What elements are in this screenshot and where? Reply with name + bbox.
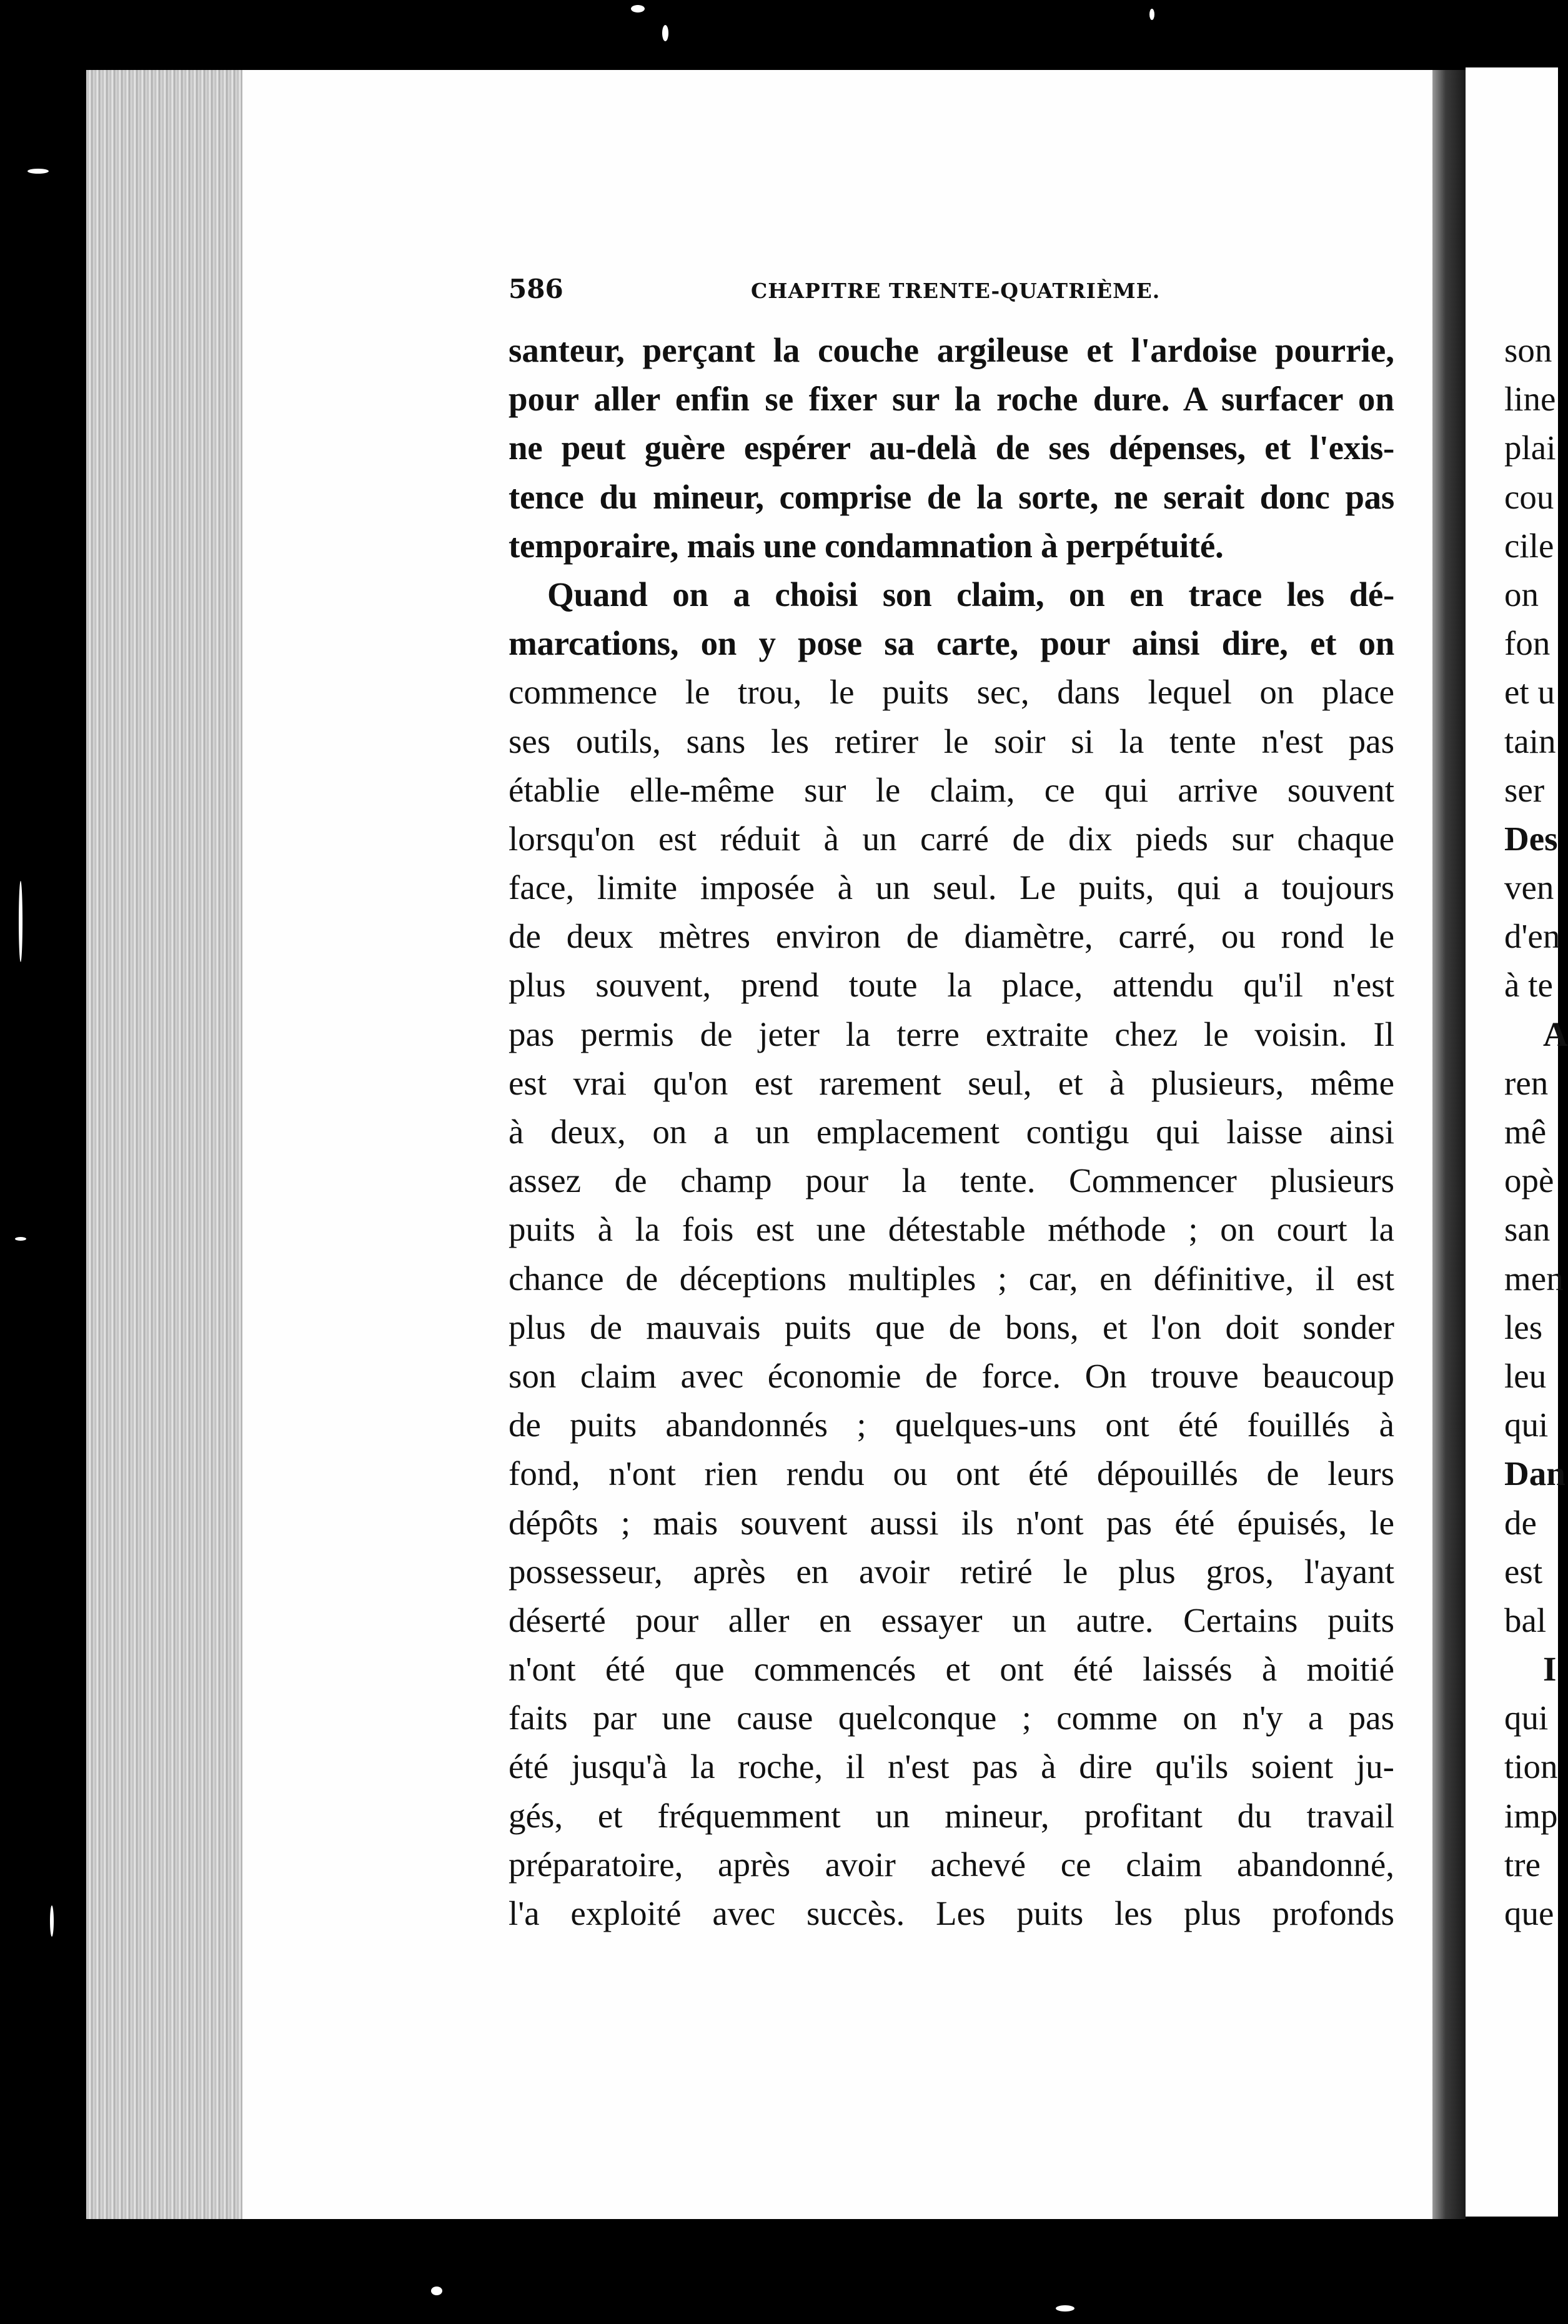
text-line: Quand on a choisi son claim, on en trace les dé- xyxy=(547,575,1394,613)
facing-fragment: ser xyxy=(1504,770,1545,809)
facing-fragment: est xyxy=(1504,1552,1543,1591)
text-line: de deux mètres environ de diamètre, carré, ou rond le xyxy=(509,917,1394,956)
scan-speck xyxy=(27,169,49,174)
text-line: déserté pour aller en essayer un autre. Certains puits xyxy=(509,1601,1394,1639)
text-line: préparatoire, après avoir achevé ce claim abandonné, xyxy=(509,1845,1394,1884)
scan-speck xyxy=(15,1237,26,1241)
facing-fragment: on xyxy=(1504,575,1539,613)
text-line: son claim avec économie de force. On trouve beaucoup xyxy=(509,1356,1394,1395)
facing-fragment: bal xyxy=(1504,1601,1547,1639)
text-line: ses outils, sans les retirer le soir si la tente n'est pas xyxy=(509,722,1394,760)
facing-page-text xyxy=(1504,326,1568,1938)
text-line: à deux, on a un emplacement contigu qui laisse ainsi xyxy=(509,1113,1394,1151)
facing-fragment: tion xyxy=(1504,1747,1558,1786)
facing-fragment: men xyxy=(1504,1259,1564,1298)
text-line: plus souvent, prend toute la place, attendu qu'il n'est xyxy=(509,966,1394,1005)
page-number: 586 xyxy=(509,274,563,304)
scan-speck xyxy=(50,1905,54,1937)
facing-fragment: Dan xyxy=(1504,1454,1566,1493)
text-line: faits par une cause quelconque ; comme on n'y a pas xyxy=(509,1699,1394,1737)
text-line: plus de mauvais puits que de bons, et l'on doit sonder xyxy=(509,1308,1394,1346)
facing-fragment: I xyxy=(1543,1650,1557,1689)
facing-fragment: leu xyxy=(1504,1356,1547,1395)
text-line: est vrai qu'on est rarement seul, et à plusieurs, même xyxy=(509,1063,1394,1102)
facing-fragment: qui xyxy=(1504,1699,1549,1737)
facing-fragment: cile xyxy=(1504,526,1554,565)
text-line: chance de déceptions multiples ; car, en définitive, il est xyxy=(509,1259,1394,1298)
text-line: été jusqu'à la roche, il n'est pas à dire qu'ils soient ju- xyxy=(509,1747,1394,1786)
body-text xyxy=(509,326,1394,1938)
text-line: face, limite imposée à un seul. Le puits, qui a toujours xyxy=(509,868,1394,907)
text-line: établie elle-même sur le claim, ce qui arrive souvent xyxy=(509,770,1394,809)
running-header xyxy=(509,274,1164,311)
scan-speck xyxy=(631,5,645,12)
text-line: lorsqu'on est réduit à un carré de dix pieds sur chaque xyxy=(509,819,1394,858)
scan-speck xyxy=(1149,9,1154,20)
facing-fragment: et u xyxy=(1504,673,1555,712)
facing-fragment: opè xyxy=(1504,1161,1554,1200)
text-line: possesseur, après en avoir retiré le plus gros, l'ayant xyxy=(509,1552,1394,1591)
facing-fragment: d'en xyxy=(1504,917,1561,956)
book-page-edges xyxy=(86,70,244,2219)
text-line: de puits abandonnés ; quelques-uns ont été fouillés à xyxy=(509,1406,1394,1444)
text-line: santeur, perçant la couche argileuse et l'ardoise pourrie, xyxy=(509,331,1394,369)
text-line: gés, et fréquemment un mineur, profitant du travail xyxy=(509,1796,1394,1835)
text-line: l'a exploité avec succès. Les puits les plus profonds xyxy=(509,1894,1394,1932)
facing-fragment: A xyxy=(1543,1015,1568,1053)
scan-speck xyxy=(19,881,22,962)
facing-fragment: les xyxy=(1504,1308,1543,1346)
text-line: pas permis de jeter la terre extraite chez le voisin. Il xyxy=(509,1015,1394,1053)
facing-fragment: son xyxy=(1504,331,1552,369)
text-line: puits à la fois est une détestable méthode ; on court la xyxy=(509,1210,1394,1249)
facing-fragment: tre xyxy=(1504,1845,1541,1884)
facing-fragment: qui xyxy=(1504,1406,1549,1444)
facing-fragment: Des xyxy=(1504,819,1558,858)
facing-fragment: plai xyxy=(1504,429,1556,467)
facing-fragment: à te xyxy=(1504,966,1553,1005)
facing-fragment: mê xyxy=(1504,1113,1547,1151)
scan-speck xyxy=(662,25,668,41)
facing-fragment: cou xyxy=(1504,477,1554,516)
scan-speck xyxy=(431,2287,442,2295)
text-line: commence le trou, le puits sec, dans lequel on place xyxy=(509,673,1394,712)
text-line: marcations, on y pose sa carte, pour ainsi dire, et on xyxy=(509,624,1394,663)
facing-fragment: fon xyxy=(1504,624,1551,663)
facing-fragment: tain xyxy=(1504,722,1556,760)
text-line: tence du mineur, comprise de la sorte, ne serait donc pas xyxy=(509,477,1394,516)
facing-fragment: de xyxy=(1504,1503,1537,1542)
running-title: CHAPITRE TRENTE-QUATRIÈME. xyxy=(751,279,1161,303)
text-line: fond, n'ont rien rendu ou ont été dépouillés de leurs xyxy=(509,1454,1394,1493)
text-line: dépôts ; mais souvent aussi ils n'ont pas été épuisés, le xyxy=(509,1503,1394,1542)
facing-fragment: imp xyxy=(1504,1796,1558,1835)
facing-fragment: ven xyxy=(1504,868,1554,907)
text-line: pour aller enfin se fixer sur la roche dure. A surfacer on xyxy=(509,380,1394,419)
text-line: ne peut guère espérer au-delà de ses dépenses, et l'exis- xyxy=(509,429,1394,467)
scan-speck xyxy=(1056,2305,1074,2312)
facing-fragment: san xyxy=(1504,1210,1551,1249)
text-line: n'ont été que commencés et ont été laissés à moitié xyxy=(509,1650,1394,1689)
text-line: temporaire, mais une condamnation à perpétuité. xyxy=(509,526,1224,565)
facing-fragment: line xyxy=(1504,380,1556,419)
facing-fragment: ren xyxy=(1504,1063,1549,1102)
book-gutter-shadow xyxy=(1432,70,1466,2219)
facing-fragment: que xyxy=(1504,1894,1554,1932)
text-line: assez de champ pour la tente. Commencer plusieurs xyxy=(509,1161,1394,1200)
